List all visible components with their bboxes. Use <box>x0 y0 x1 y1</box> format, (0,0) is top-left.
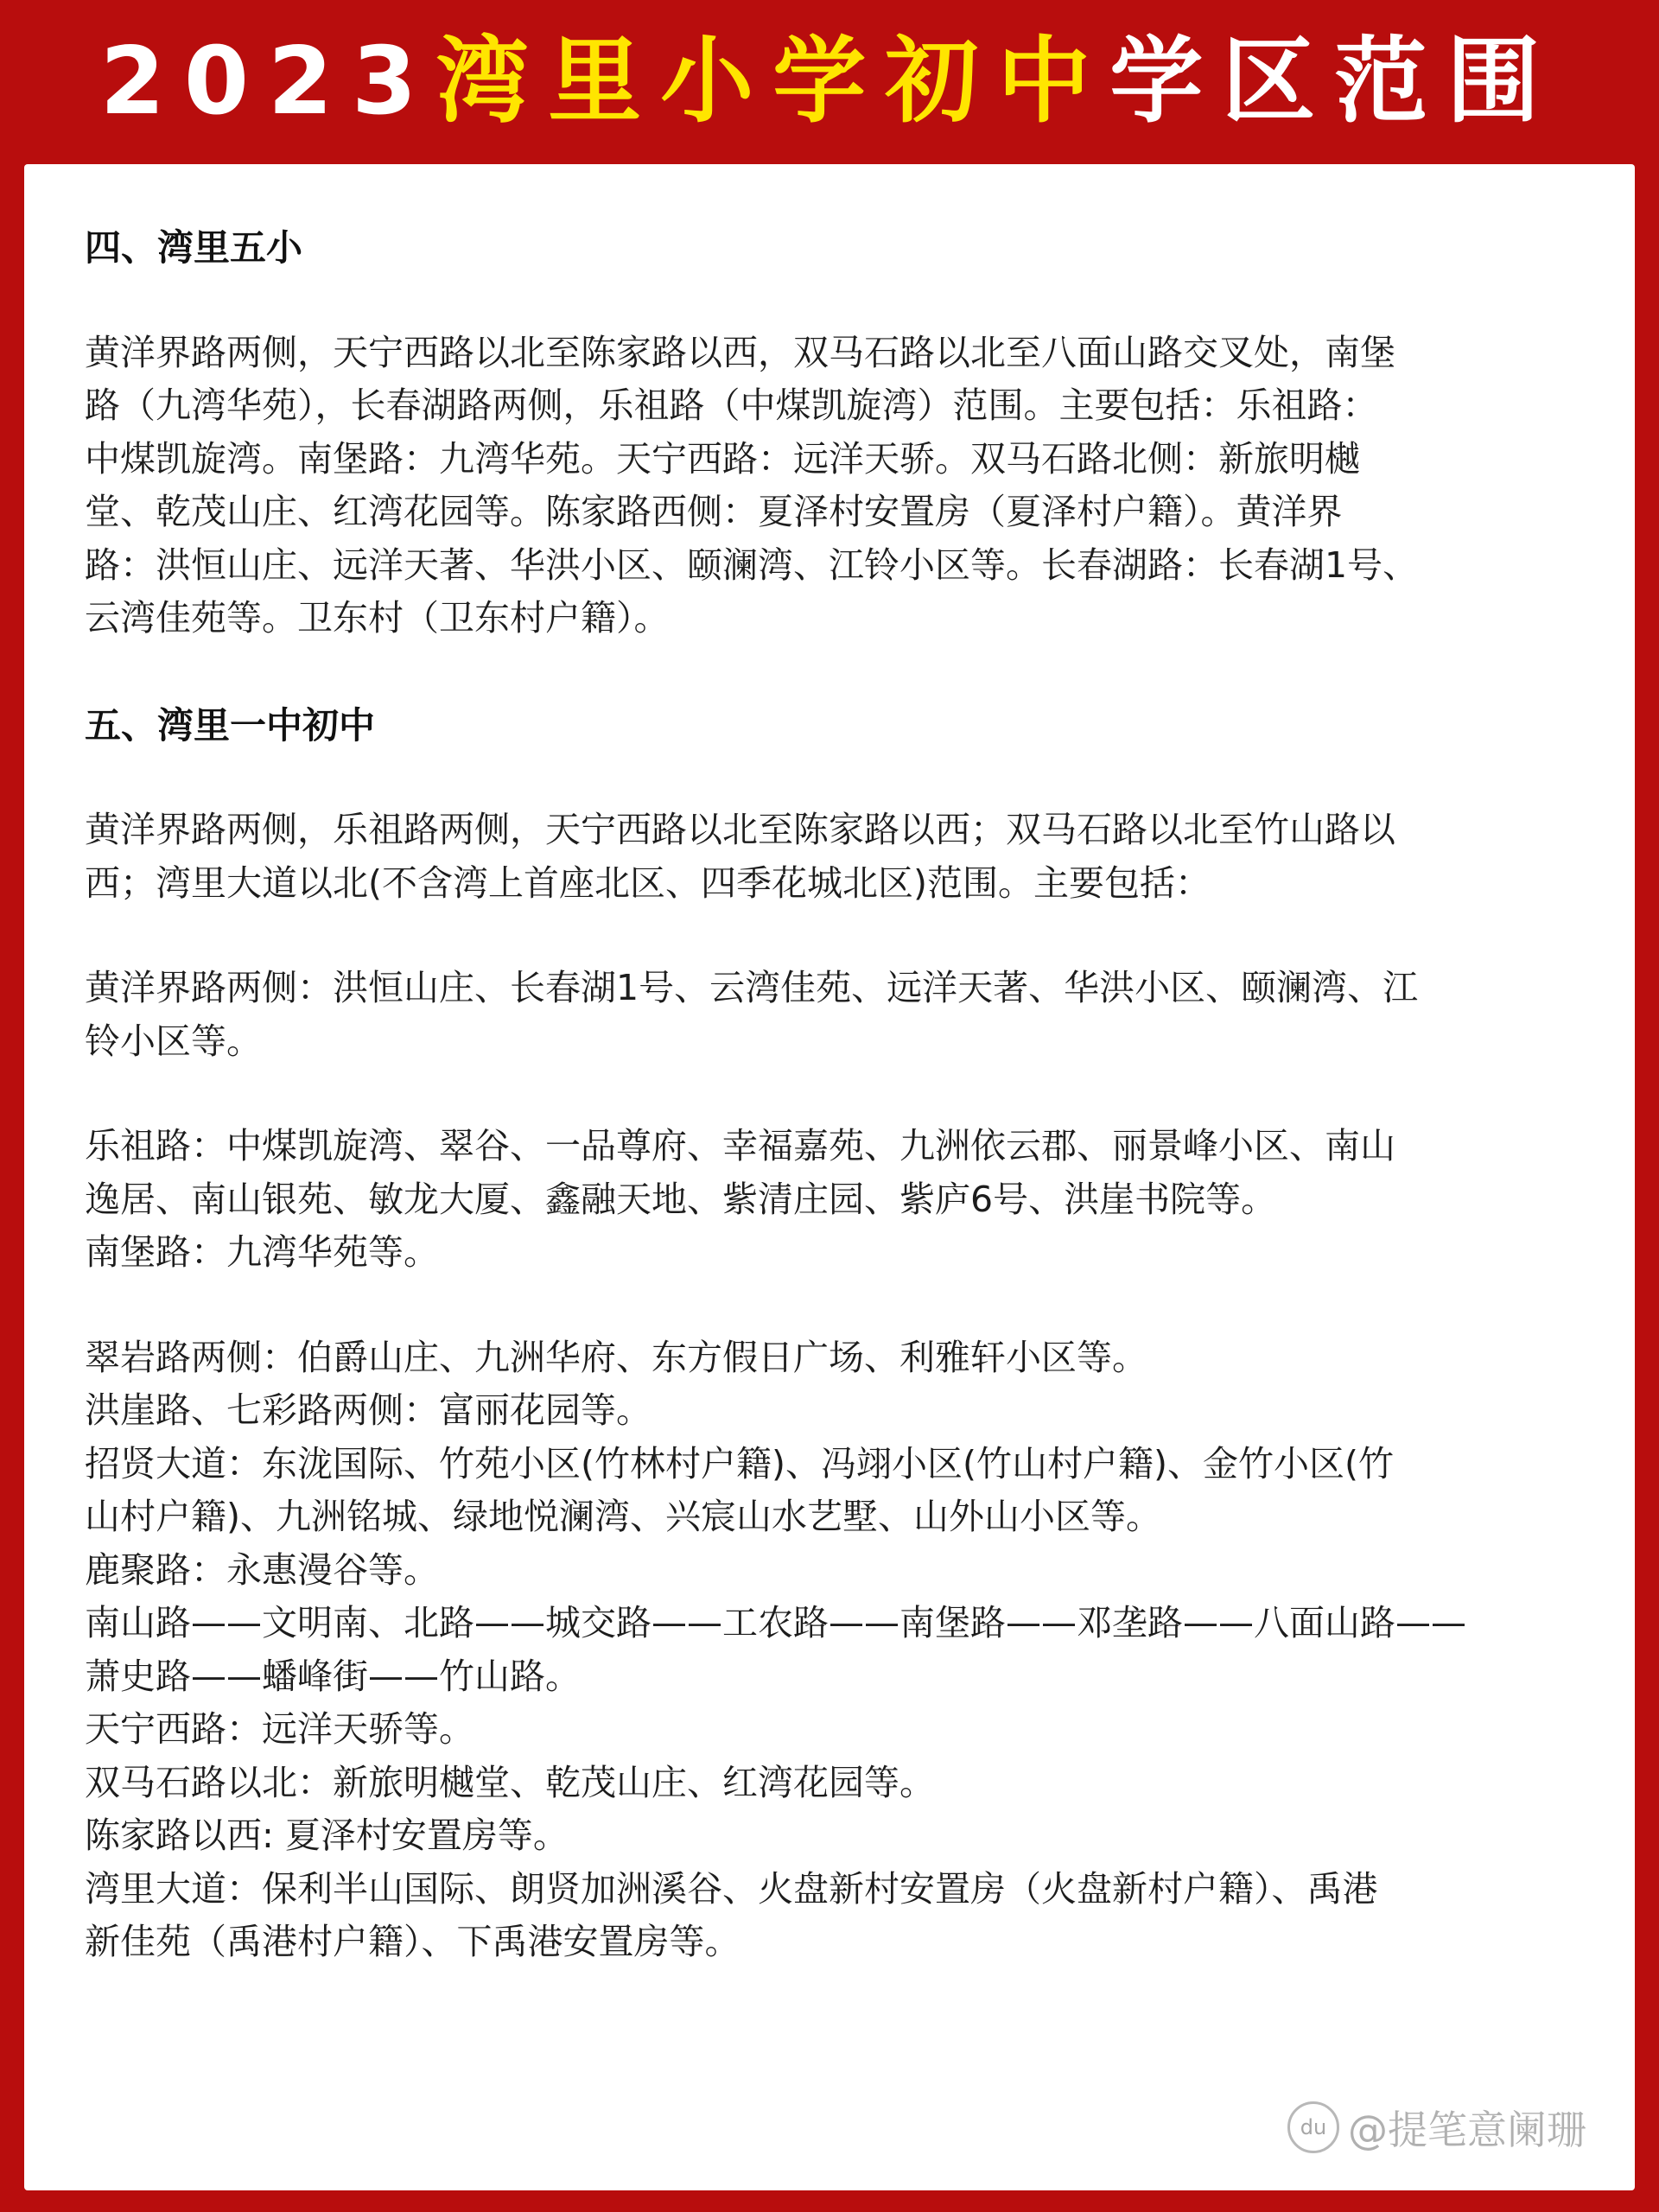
title-banner <box>0 0 1659 164</box>
watermark-text: @提笔意阑珊 <box>1348 2107 1586 2153</box>
baidu-paw-icon: du <box>1287 2101 1339 2153</box>
page-title <box>99 28 1560 136</box>
content-panel <box>24 164 1635 2190</box>
title-highlight: 湾里小学初中 <box>435 28 1110 136</box>
section-heading-yizhong: 五、湾里一中初中 <box>85 703 376 747</box>
title-year: 2023 <box>99 28 436 136</box>
section-paragraph: 翠岩路两侧：伯爵山庄、九洲华府、东方假日广场、利雅轩小区等。 洪崖路、七彩路两侧：富丽花园等。 招贤大道：东泷国际、竹苑小区(竹林村户籍)、冯翊小区(竹山村户籍)、金竹小区(竹 山村户籍)、九洲铭城、绿地悦澜湾、兴宸山水艺墅、山外山小区等。 鹿聚路：永惠漫谷等。 南山路——文明南、北路——城交路——工农路——南堡路——邓垄路——八面山路—— 萧史路——蟠峰街——竹山路。 天宁西路：远洋天骄等。 双马石路以北：新旅明樾堂、乾茂山庄、红湾花园等。 陈家路以西: 夏泽村安置房等。 湾里大道：保利半山国际、朗贤加洲溪谷、火盘新村安置房（火盘新村户籍）、禹港 新佳苑（禹港村户籍）、下禹港安置房等。 <box>85 1336 1466 1962</box>
section-heading-wuxiao: 四、湾里五小 <box>85 226 303 269</box>
section-paragraph: 黄洋界路两侧：洪恒山庄、长春湖1号、云湾佳苑、远洋天著、华洪小区、颐澜湾、江 铃小区等。 <box>85 967 1419 1062</box>
section-paragraph: 黄洋界路两侧，天宁西路以北至陈家路以西，双马石路以北至八面山路交叉处，南堡 路（九湾华苑），长春湖路两侧，乐祖路（中煤凯旋湾）范围。主要包括：乐祖路： 中煤凯旋湾。南堡路：九湾华苑。天宁西路：远洋天骄。双马石路北侧：新旅明樾 堂、乾茂山庄、红湾花园等。陈家路西侧：夏泽村安置房（夏泽村户籍）。黄洋界 路：洪恒山庄、远洋天著、华洪小区、颐澜湾、江铃小区等。长春湖路：长春湖1号、 云湾佳苑等。卫东村（卫东村户籍）。 <box>85 331 1419 639</box>
document-body <box>85 221 1605 1969</box>
title-rest: 学区范围 <box>1109 28 1560 136</box>
section-paragraph: 黄洋界路两侧，乐祖路两侧，天宁西路以北至陈家路以西；双马石路以北至竹山路以 西；湾里大道以北(不含湾上首座北区、四季花城北区)范围。主要包括： <box>85 809 1395 904</box>
section-paragraph: 乐祖路：中煤凯旋湾、翠谷、一品尊府、幸福嘉苑、九洲依云郡、丽景峰小区、南山 逸居、南山银苑、敏龙大厦、鑫融天地、紫清庄园、紫庐6号、洪崖书院等。 南堡路：九湾华苑等。 <box>85 1125 1395 1273</box>
watermark <box>1287 2099 1586 2156</box>
